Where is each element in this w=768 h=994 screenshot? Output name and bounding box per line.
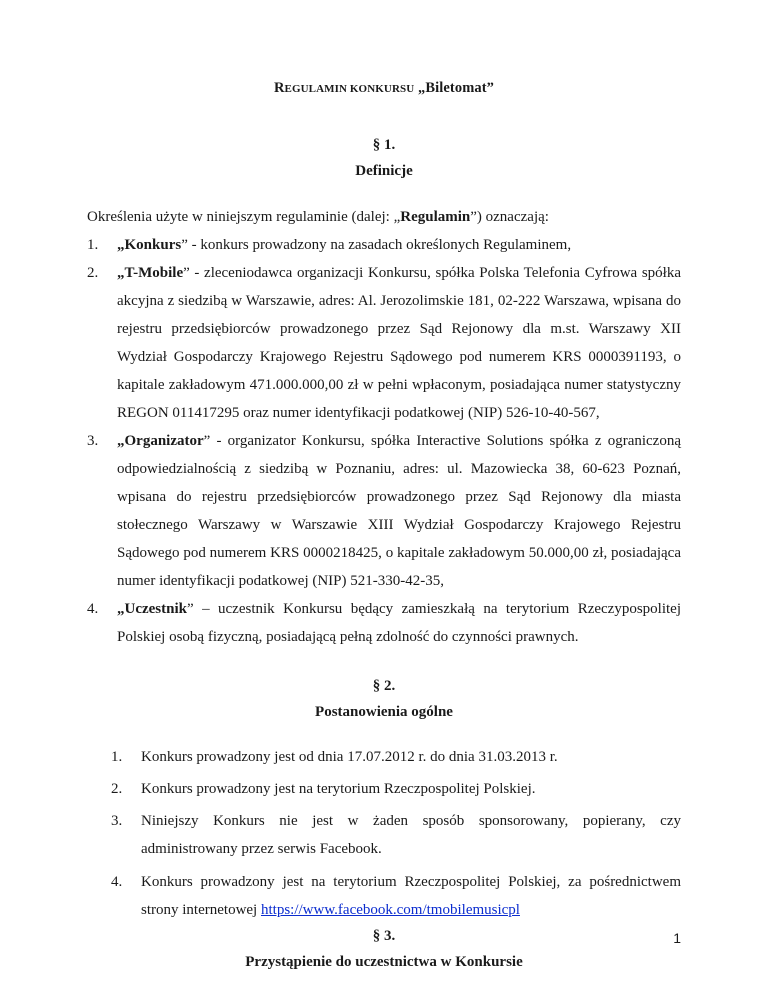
section-1-symbol: § 1. [372,137,396,153]
facebook-link[interactable]: https://www.facebook.com/tmobilemusicpl [260,902,520,918]
section-3-symbol: § 3. [372,928,396,944]
general-provision-item: 3. Niniejszy Konkurs nie jest w żaden sposób sponsorowany, popierany, czy administrowany przez serwis Facebook. [111,813,681,857]
section-1-heading: Definicje [355,163,413,179]
definitions-intro: Określenia użyte w niniejszym regulaminie (dalej: „Regulamin”) oznaczają: [87,209,549,225]
section-3-heading: Przystąpienie do uczestnictwa w Konkursie [245,954,523,970]
section-2-symbol: § 2. [372,678,396,694]
definition-item: 2. „T-Mobile” - zleceniodawca organizacji Konkursu, spółka Polska Telefonia Cyfrowa spółka akcyjna z siedzibą w Warszawie, adres: Al. Jerozolimskie 181, 02-222 Warszawa, wpisana do rejestru przedsiębiorców prowadzonego przez Sąd Rejonowy dla m.st. Warszawy XII Wydział Gospodarczy Krajowego Rejestru Sądowego pod numerem KRS 0000391193, o kapitale zakładowym 471.000.000,00 zł w pełni wpłaconym, posiadająca numer statystyczny REGON 011417295 oraz numer identyfikacji podatkowej (NIP) 526-10-40-567, [87,265,681,421]
section-2-heading: Postanowienia ogólne [315,704,453,720]
general-provision-item: 2. Konkurs prowadzony jest na terytorium Rzeczpospolitej Polskiej. [111,781,536,797]
definition-item: 4. „Uczestnik” – uczestnik Konkursu będący zamieszkałą na terytorium Rzeczypospolitej Polskiej osobą fizyczną, posiadającą pełną zdolność do czynności prawnych. [87,601,681,645]
general-provision-item: 4. Konkurs prowadzony jest na terytorium Rzeczpospolitej Polskiej, za pośrednictwem strony internetowej https://www.facebook.com/tmobilemusicpl [111,874,681,918]
general-provision-item: 1. Konkurs prowadzony jest od dnia 17.07.2012 r. do dnia 31.03.2013 r. [111,749,558,765]
document-title: REGULAMIN KONKURSU „Biletomat” [273,80,495,96]
definition-item: 1. „Konkurs” - konkurs prowadzony na zasadach określonych Regulaminem, [87,237,572,253]
page-number: 1 [673,930,681,946]
definition-item: 3. „Organizator” - organizator Konkursu, spółka Interactive Solutions spółka z ograniczoną odpowiedzialnością z siedzibą w Poznaniu, adres: ul. Mazowiecka 38, 60-623 Poznań, wpisana do rejestru przedsiębiorców prowadzonego przez Sąd Rejonowy dla miasta stołecznego Warszawy w Warszawie XIII Wydział Gospodarczy Krajowego Rejestru Sądowego pod numerem KRS 0000218425, o kapitale zakładowym 50.000,00 zł, posiadająca numer identyfikacji podatkowej (NIP) 521-330-42-35, [87,433,681,589]
